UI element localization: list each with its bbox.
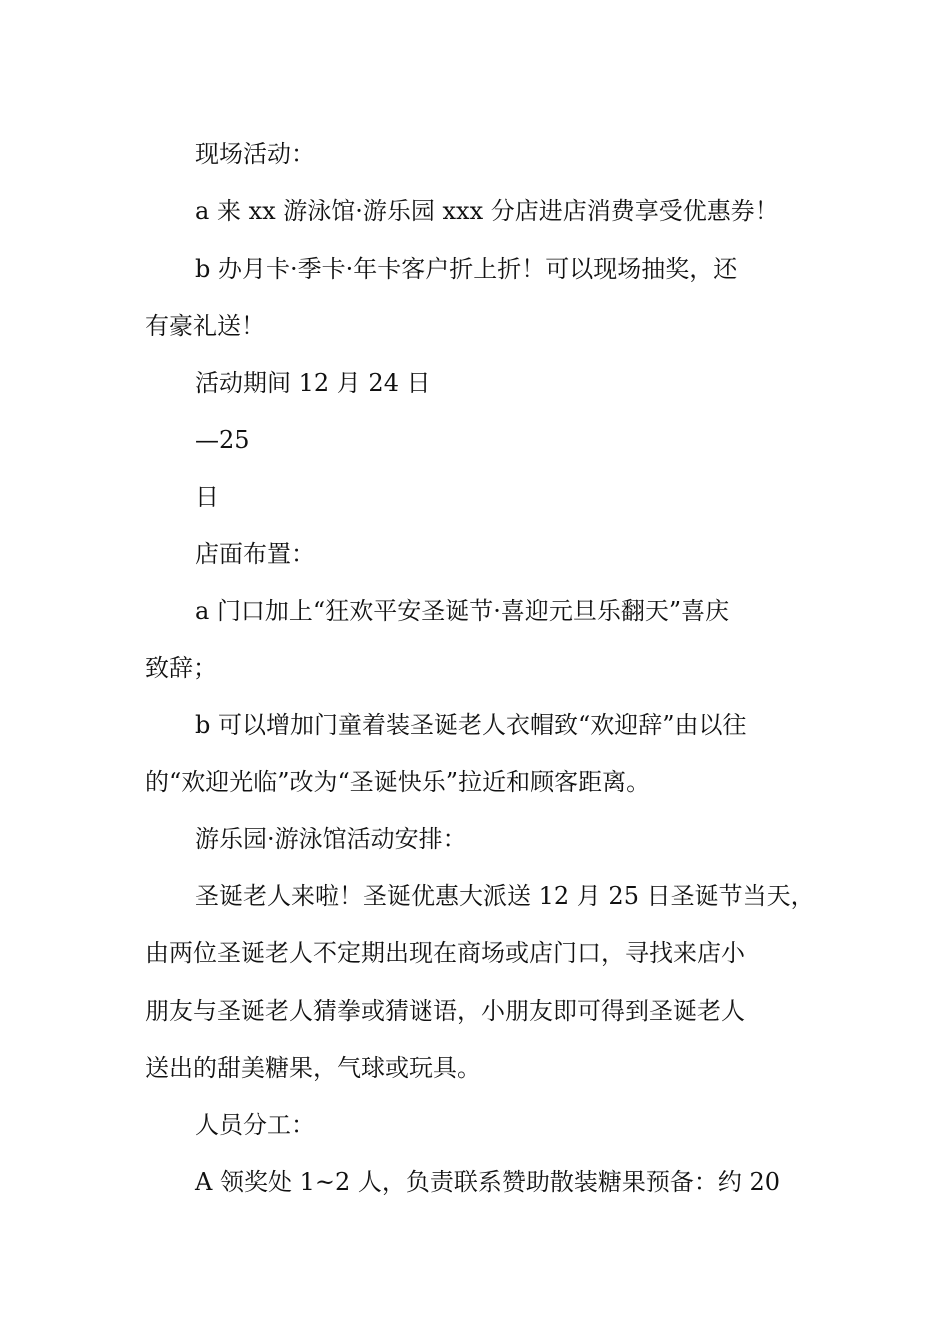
paragraph-line: 送出的甜美糖果，气球或玩具。 [145, 1054, 481, 1082]
paragraph-line: A 领奖处 1~2 人，负责联系赞助散装糖果预备：约 20 [195, 1168, 781, 1196]
paragraph-line: 日 [195, 483, 219, 511]
paragraph-line: 朋友与圣诞老人猜拳或猜谜语，小朋友即可得到圣诞老人 [145, 997, 745, 1025]
paragraph-line: 有豪礼送！ [145, 312, 265, 340]
section-heading-store-layout: 店面布置： [195, 540, 315, 568]
section-heading-activity-arrangement: 游乐园·游泳馆活动安排： [195, 825, 467, 853]
paragraph-line: 由两位圣诞老人不定期出现在商场或店门口，寻找来店小 [145, 939, 745, 967]
paragraph-line: b 可以增加门童着装圣诞老人衣帽致“欢迎辞”由以往 [195, 711, 747, 739]
section-heading-staff-division: 人员分工： [195, 1111, 315, 1139]
paragraph-line: 的“欢迎光临”改为“圣诞快乐”拉近和顾客距离。 [145, 768, 651, 796]
paragraph-line: b 办月卡·季卡·年卡客户折上折！可以现场抽奖，还 [195, 255, 738, 283]
paragraph-line: —25 [195, 426, 250, 454]
paragraph-line: a 来 xx 游泳馆·游乐园 xxx 分店进店消费享受优惠券！ [195, 197, 779, 225]
paragraph-line: 活动期间 12 月 24 日 [195, 369, 431, 397]
paragraph-line: a 门口加上“狂欢平安圣诞节·喜迎元旦乐翻天”喜庆 [195, 597, 730, 625]
paragraph-line: 圣诞老人来啦！圣诞优惠大派送 12 月 25 日圣诞节当天， [195, 882, 815, 910]
paragraph-line: 致辞； [145, 654, 217, 682]
section-heading-onsite-activities: 现场活动： [195, 140, 315, 168]
